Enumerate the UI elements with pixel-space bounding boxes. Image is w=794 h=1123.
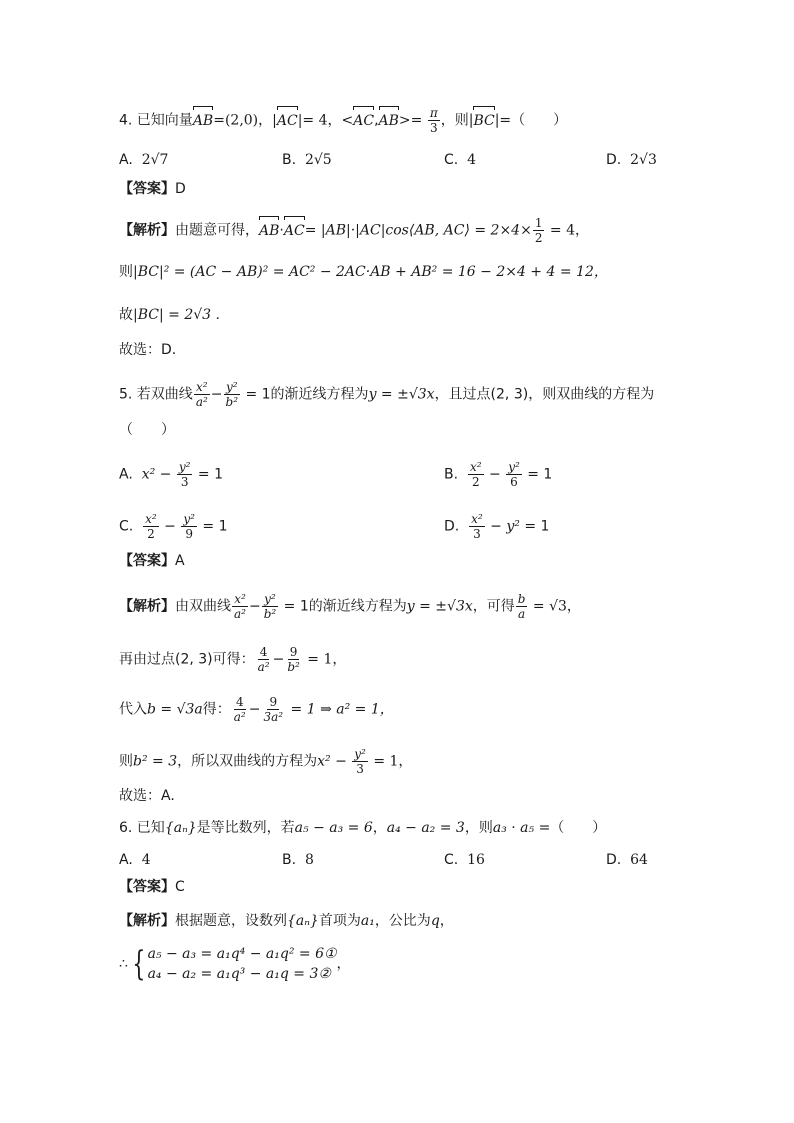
pi-over-three: $\frac{\pi}{3}$ [429,106,438,135]
brace-symbol: { [132,944,146,984]
q6-analysis-line1: 【解析】根据题意，设数列{aₙ}首项为a₁，公比为q， [119,913,454,929]
q6-option-b: B. 8 [282,852,314,868]
q4-analysis-line1: 【解析】由题意可得，AB·AC= |AB|·|AC|cos⟨AB, AC⟩ = 2×4× $\frac{1}{2}$ = 4， [119,216,589,245]
q4-answer: 【答案】D [119,181,186,197]
q5-answer: 【答案】A [119,553,185,569]
q5-option-b: B. $\frac{\text{x²}}{2}$ − $\frac{\text{y²}}{6}$ = 1 [444,460,553,489]
vector-ab: AB [192,112,214,129]
q4-option-a: A. 2√7 [119,152,169,168]
vector-ac: AC [276,112,298,129]
q6-system: ∴ { a₅ − a₃ = a₁q⁴ − a₁q² = 6① a₄ − a₂ = a₁q³ − a₁q = 3② ， [119,944,351,984]
q5-option-a: A. x² − $\frac{\text{y²}}{3}$ = 1 [119,460,223,489]
vector-bc: BC [473,112,495,129]
q4-analysis-line3: 故|BC| = 2√3 . [119,307,220,323]
q5-analysis-line4: 则b² = 3，所以双曲线的方程为x² − $\frac{\text{y²}}{3}$ = 1， [119,747,413,776]
q4-conclusion: 故选：D. [119,342,177,358]
q5-analysis-line2: 再由过点(2, 3)可得： $\frac{4}{\text{a²}}$ − $\frac{9}{\text{b²}}$ = 1， [119,645,347,674]
q5-option-c: C. $\frac{\text{x²}}{2}$ − $\frac{\text{y²}}{9}$ = 1 [119,512,228,541]
q5-conclusion: 故选：A. [119,788,175,804]
q5-stem: 5. 若双曲线 $\frac{\text{x²}}{\text{a²}}$ − $\frac{\text{y²}}{\text{b²}}$ = 1的渐近线方程为y = ±√3x，且过点(2, 3)，则双曲线的方程为 [119,380,655,409]
q6-option-c: C. 16 [444,852,485,868]
q5-analysis-line3: 代入b = √3a得： $\frac{4}{\text{a²}}$ − $\frac{9}{\text{3a²}}$ = 1 ⇒ a² = 1， [119,695,394,724]
q6-option-d: D. 64 [606,852,648,868]
q4-analysis-line2: 则|BC|² = (AC − AB)² = AC² − 2AC·AB + AB² = 16 − 2×4 + 4 = 12， [119,264,608,280]
q6-answer: 【答案】C [119,879,185,895]
q6-stem: 6. 已知{aₙ}是等比数列，若a₅ − a₃ = 6，a₄ − a₂ = 3，则a₃ · a₅ =（ ） [119,820,607,836]
q4-option-c: C. 4 [444,152,477,168]
q5-analysis-line1: 【解析】由双曲线 $\frac{\text{x²}}{\text{a²}}$ − $\frac{\text{y²}}{\text{b²}}$ = 1的渐近线方程为y = ±√3x，可得 $\frac{b}{a}$ = √3， [119,592,581,621]
q4-option-d: D. 2√3 [606,152,657,168]
q4-option-b: B. 2√5 [282,152,332,168]
q4-stem: 4. 已知向量AB=(2,0)，|AC|= 4，<AC,AB>= $\frac{\pi}{3}$ ，则|BC|=（ ） [119,106,568,135]
q6-option-a: A. 4 [119,852,151,868]
q5-paren: （ ） [119,422,175,438]
q5-option-d: D. $\frac{\text{x²}}{3}$ − y² = 1 [444,512,550,541]
